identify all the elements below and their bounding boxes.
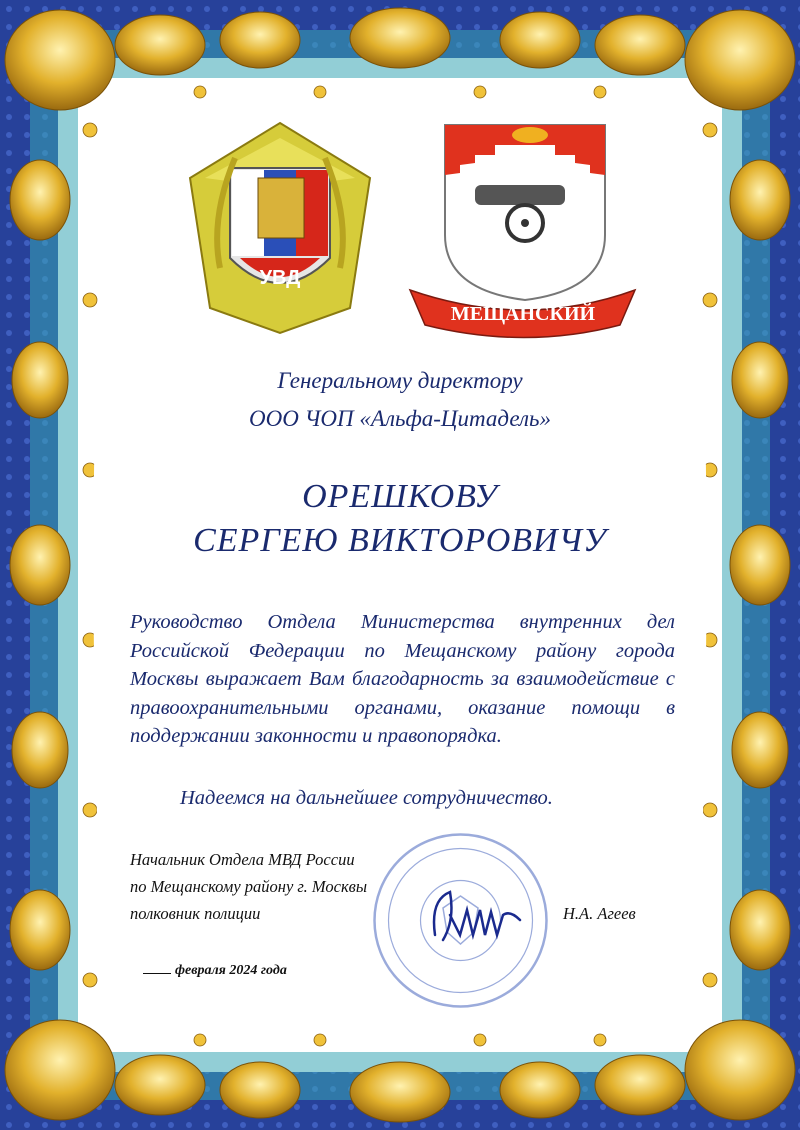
signatory-rank: полковник полиции <box>130 904 261 923</box>
letter-body: Руководство Отдела Министерства внутренних дел Российской Федерации по Мещанскому району города Москвы выражает Вам благодарность за взаимодействие с правоохранительными органами, оказание помощи в поддержании законности и правопорядка. <box>130 611 675 748</box>
handwritten-signature <box>425 880 525 950</box>
recipient-title-line1: Генеральному директору <box>277 368 523 393</box>
uvd-badge-emblem <box>180 118 380 338</box>
date-day-blank <box>143 973 171 974</box>
date-text: февраля 2024 года <box>175 963 287 978</box>
letter-date <box>143 963 287 979</box>
recipient-given-names: СЕРГЕЮ ВИКТОРОВИЧУ <box>193 522 607 559</box>
letter-closing: Надеемся на дальнейшее сотрудничество. <box>180 787 553 809</box>
uvd-label: УВД <box>259 267 301 289</box>
signatory-position-line1: Начальник Отдела МВД России <box>130 850 355 869</box>
recipient-title-line2: ООО ЧОП «Альфа-Цитадель» <box>249 406 551 431</box>
recipient-surname: ОРЕШКОВУ <box>302 478 498 515</box>
signatory-name: Н.А. Агеев <box>563 904 636 923</box>
district-banner-label: МЕЩАНСКИЙ <box>450 303 596 325</box>
signatory-position-line2: по Мещанскому району г. Москвы <box>130 877 368 896</box>
meshchansky-district-emblem <box>405 115 640 340</box>
